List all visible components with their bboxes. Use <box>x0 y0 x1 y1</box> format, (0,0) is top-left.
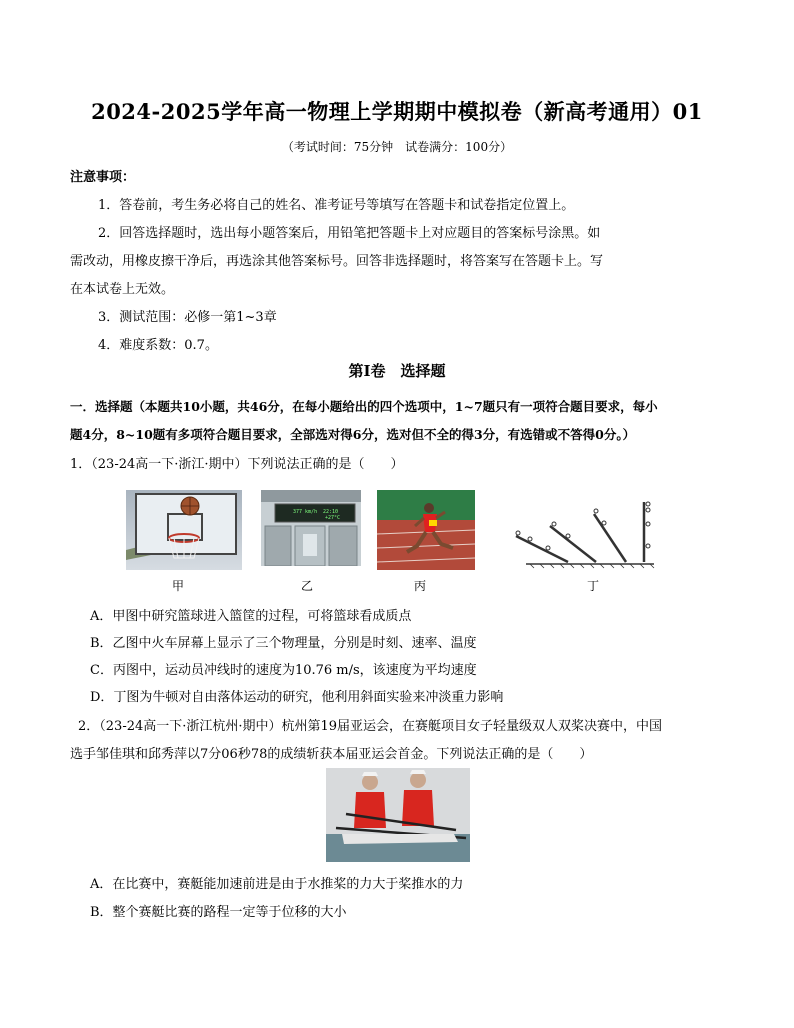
note-item: 1．答卷前，考生务必将自己的姓名、准考证号等填写在答题卡和试卷指定位置上。 <box>98 198 575 213</box>
note-item: 在本试卷上无效。 <box>70 282 175 297</box>
inclined-plane-diagram <box>508 498 658 570</box>
screen-speed: 377 km/h <box>293 509 318 515</box>
question-2-option-a: A．在比赛中，赛艇能加速前进是由于水推桨的力大于桨推水的力 <box>90 877 464 892</box>
section-title: 第Ⅰ卷 选择题 <box>348 362 446 380</box>
figure-caption-yi: 乙 <box>300 579 313 593</box>
note-item: 2．回答选择题时，选出每小题答案后，用铅笔把答题卡上对应题目的答案标号涂黑。如 <box>98 226 601 241</box>
exam-info: （考试时间：75分钟 试卷满分：100分） <box>281 140 513 154</box>
screen-time: 22:10 <box>323 509 339 515</box>
question-2-option-b: B．整个赛艇比赛的路程一定等于位移的大小 <box>90 905 347 920</box>
train-display-image <box>261 490 361 566</box>
question-1-option-d: D．丁图为牛顿对自由落体运动的研究，他利用斜面实验来冲淡重力影响 <box>90 690 504 705</box>
rowing-image <box>326 768 470 862</box>
question-1-stem: 1．（23-24高一下·浙江·期中）下列说法正确的是（ ） <box>70 457 404 472</box>
note-item: 4．难度系数：0.7。 <box>98 338 218 353</box>
notes-heading: 注意事项： <box>70 170 136 185</box>
part-intro-line: 一．选择题（本题共10小题，共46分，在每小题给出的四个选项中，1~7题只有一项符合题目要求，每小 <box>70 399 658 414</box>
figure-caption-ding: 丁 <box>586 579 599 593</box>
sprinter-image <box>377 490 475 570</box>
question-1-option-b: B．乙图中火车屏幕上显示了三个物理量，分别是时刻、速率、温度 <box>90 636 477 651</box>
question-2-stem-line: 选手邹佳琪和邱秀萍以7分06秒78的成绩斩获本届亚运会首金。下列说法正确的是（ ） <box>70 747 593 762</box>
part-intro-line: 题4分，8~10题有多项符合题目要求，全部选对得6分，选对但不全的得3分，有选错或不答得0分。） <box>70 427 636 442</box>
note-item: 需改动，用橡皮擦干净后，再选涂其他答案标号。回答非选择题时，将答案写在答题卡上。写 <box>70 254 604 269</box>
page-title: 2024-2025学年高一物理上学期期中模拟卷（新高考通用）01 <box>91 99 703 124</box>
question-1-option-c: C．丙图中，运动员冲线时的速度为10.76 m/s，该速度为平均速度 <box>90 663 477 678</box>
screen-temp: +27°C <box>325 515 341 521</box>
question-1-option-a: A．甲图中研究篮球进入篮筐的过程，可将篮球看成质点 <box>90 609 412 624</box>
basketball-hoop-image <box>126 490 242 570</box>
figure-caption-bing: 丙 <box>413 579 426 593</box>
question-2-stem-line: 2．（23-24高一下·浙江杭州·期中）杭州第19届亚运会，在赛艇项目女子轻量级双人双桨决赛中，中国 <box>78 719 663 734</box>
figure-caption-jia: 甲 <box>171 579 184 593</box>
note-item: 3．测试范围：必修一第1~3章 <box>98 310 277 325</box>
